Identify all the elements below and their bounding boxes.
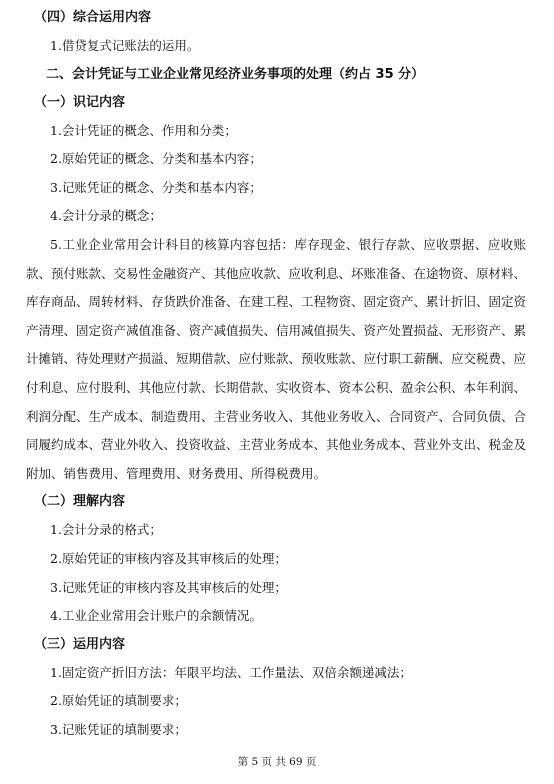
list-item: 1.借贷复式记账法的运用。 bbox=[50, 38, 200, 53]
list-item: 1.会计分录的格式； bbox=[50, 522, 162, 538]
list-item: 3.记账凭证的填制要求； bbox=[50, 721, 187, 737]
list-item: 4.工业企业常用会计账户的余额情况。 bbox=[50, 608, 262, 624]
list-item: 3.记账凭证的概念、分类和基本内容； bbox=[50, 179, 262, 195]
section-heading-comprehensive-application: （四）综合运用内容 bbox=[34, 10, 152, 25]
list-item: 3.记账凭证的审核内容及其审核后的处理； bbox=[50, 579, 287, 595]
list-item: 1.固定资产折旧方法：年限平均法、工作量法、双倍余额递减法； bbox=[50, 664, 412, 680]
list-item: 2.原始凭证的概念、分类和基本内容； bbox=[50, 151, 262, 167]
section-heading-apply: （三）运用内容 bbox=[34, 636, 126, 652]
part-heading-vouchers: 二、会计凭证与工业企业常见经济业务事项的处理（约占 35 分） bbox=[46, 66, 425, 82]
list-item: 2.原始凭证的审核内容及其审核后的处理； bbox=[50, 550, 287, 566]
section-heading-recognize: （一）识记内容 bbox=[34, 94, 126, 110]
list-item: 2.原始凭证的填制要求； bbox=[50, 693, 187, 709]
page-number-footer: 第 5 页 共 69 页 bbox=[237, 756, 317, 768]
page-content bbox=[26, 4, 526, 744]
section-heading-understand: （二）理解内容 bbox=[34, 494, 126, 510]
list-item: 1.会计凭证的概念、作用和分类； bbox=[50, 122, 237, 138]
list-item: 4.会计分录的概念； bbox=[50, 208, 162, 224]
accounts-paragraph: 5.工业企业常用会计科目的核算内容包括：库存现金、银行存款、应收票据、应收账款、预付账款、交易性金融资产、其他应收款、应收利息、坏账准备、在途物资、原材料、库存商品、周转材料、存货跌价准备、在建工程、工程物资、固定资产、累计折旧、固定资产清理、固定资产减值准备、资产减值损失、信用减值损失、资产处置损益、无形资产、累计摊销、待处理财产损溢、短期借款、应付账款、预收账款、应付职工薪酬、应交税费、应付利息、应付股利、其他应付款、长期借款、实收资本、资本公积、盈余公积、本年利润、利润分配、生产成本、制造费用、主营业务收入、其他业务收入、合同资产、合同负债、合同履约成本、营业外收入、投资收益、主营业务成本、其他业务成本、营业外支出、税金及附加、销售费用、管理费用、财务费用、所得税费用。 bbox=[26, 236, 527, 481]
